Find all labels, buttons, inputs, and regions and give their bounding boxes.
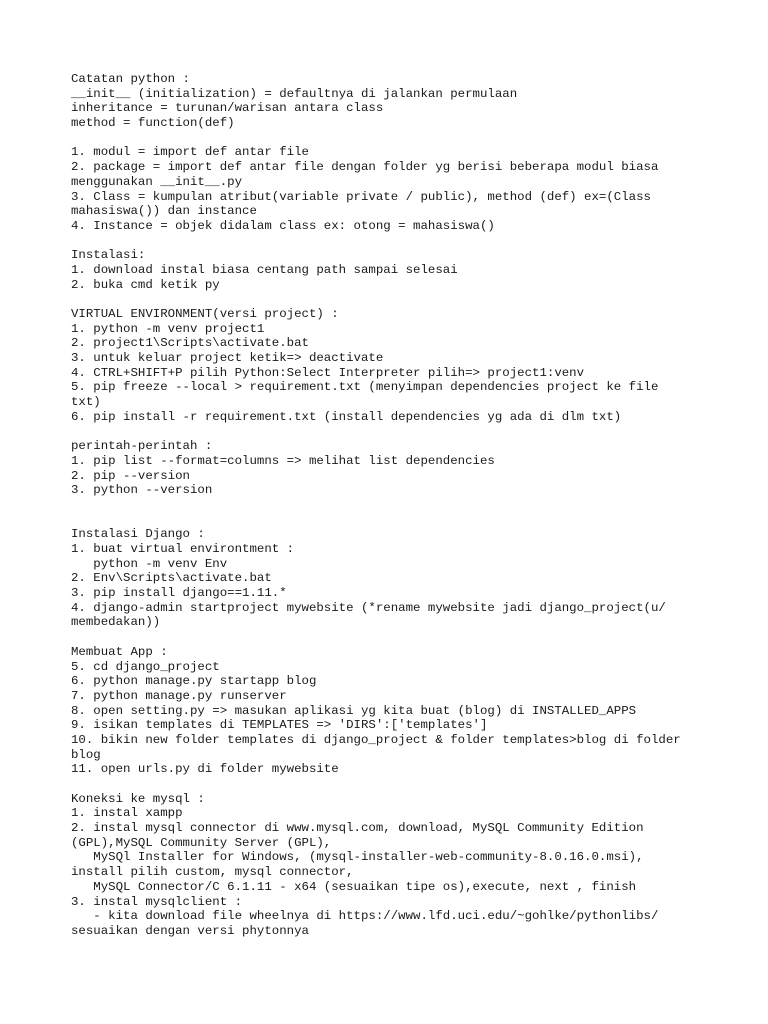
text-line: python -m venv Env [71,556,228,571]
text-line: VIRTUAL ENVIRONMENT(versi project) : [71,307,339,321]
text-line: 1. modul = import def antar file [71,145,309,160]
text-line: 1. instal xampp [71,806,183,821]
document-page [71,72,711,953]
section-membuat-app [71,645,711,777]
section-instalasi [71,248,711,292]
text-line: 8. open setting.py => masukan aplikasi yg kita buat (blog) di INSTALLED_APPS [71,703,637,718]
section-koneksi-mysql [71,792,711,939]
section-instalasi-django [71,527,711,630]
text-line: Koneksi ke mysql : [71,791,205,806]
text-line: 2. instal mysql connector di www.mysql.com, download, MySQL Community Edition [71,821,644,836]
text-line: Catatan python : [71,72,190,86]
text-line: MySQL Connector/C 6.1.11 - x64 (sesuaikan tipe os),execute, next , finish [71,879,637,894]
section-konsep [71,145,711,233]
text-line: 1. buat virtual environtment : [71,542,295,557]
section-virtual-environment [71,307,711,425]
section-catatan-python [71,72,711,131]
text-line: sesuaikan dengan versi phytonnya [71,923,309,938]
text-line: 2. pip --version [71,468,190,483]
text-line: 2. buka cmd ketik py [71,277,220,292]
text-line: inheritance = turunan/warisan antara class [71,101,384,116]
text-line: 3. untuk keluar project ketik=> deactivate [71,351,384,366]
text-line: 4. django-admin startproject mywebsite (*rename mywebsite jadi django_project(u/ [71,600,666,615]
text-line: perintah-perintah : [71,439,213,454]
text-line: 11. open urls.py di folder mywebsite [71,762,339,777]
text-line: 6. pip install -r requirement.txt (install dependencies yg ada di dlm txt) [71,409,622,424]
text-line: 7. python manage.py runserver [71,688,287,703]
text-line: blog [71,747,101,762]
text-line: 6. python manage.py startapp blog [71,674,317,689]
text-line: 5. pip freeze --local > requirement.txt (menyimpan dependencies project ke file [71,380,659,395]
text-line: 1. python -m venv project1 [71,321,265,336]
section-perintah-perintah [71,439,711,498]
text-line: 1. pip list --format=columns => melihat list dependencies [71,453,495,468]
text-line: 3. python --version [71,483,213,498]
text-line: 2. Env\Scripts\activate.bat [71,571,272,586]
text-line: membedakan)) [71,615,161,630]
text-line: 3. instal mysqlclient : [71,894,243,909]
text-line: (GPL),MySQL Community Server (GPL), [71,835,332,850]
text-line: Membuat App : [71,644,168,659]
text-line: 2. project1\Scripts\activate.bat [71,336,309,351]
text-line: 3. Class = kumpulan atribut(variable private / public), method (def) ex=(Class [71,189,651,204]
text-line: Instalasi Django : [71,527,205,542]
text-line: 1. download instal biasa centang path sampai selesai [71,262,458,277]
text-line: 2. package = import def antar file dengan folder yg berisi beberapa modul biasa [71,160,659,175]
text-line: 9. isikan templates di TEMPLATES => 'DIRS':['templates'] [71,718,488,733]
text-line: Instalasi: [71,248,146,263]
text-line: __init__ (initialization) = defaultnya di jalankan permulaan [71,86,518,101]
text-line: txt) [71,395,101,410]
text-line: 4. Instance = objek didalam class ex: otong = mahasiswa() [71,218,495,233]
text-line: 10. bikin new folder templates di django_project & folder templates>blog di folder [71,732,681,747]
text-line: 4. CTRL+SHIFT+P pilih Python:Select Interpreter pilih=> project1:venv [71,365,585,380]
text-line: 5. cd django_project [71,659,220,674]
text-line: - kita download file wheelnya di https://www.lfd.uci.edu/~gohlke/pythonlibs/ [71,909,659,924]
text-line: MySQl Installer for Windows, (mysql-installer-web-community-8.0.16.0.msi), [71,850,644,865]
text-line: install pilih custom, mysql connector, [71,865,354,880]
text-line: 3. pip install django==1.11.* [71,586,287,601]
text-line: menggunakan __init__.py [71,174,243,189]
text-line: method = function(def) [71,116,235,131]
text-line: mahasiswa()) dan instance [71,204,257,219]
